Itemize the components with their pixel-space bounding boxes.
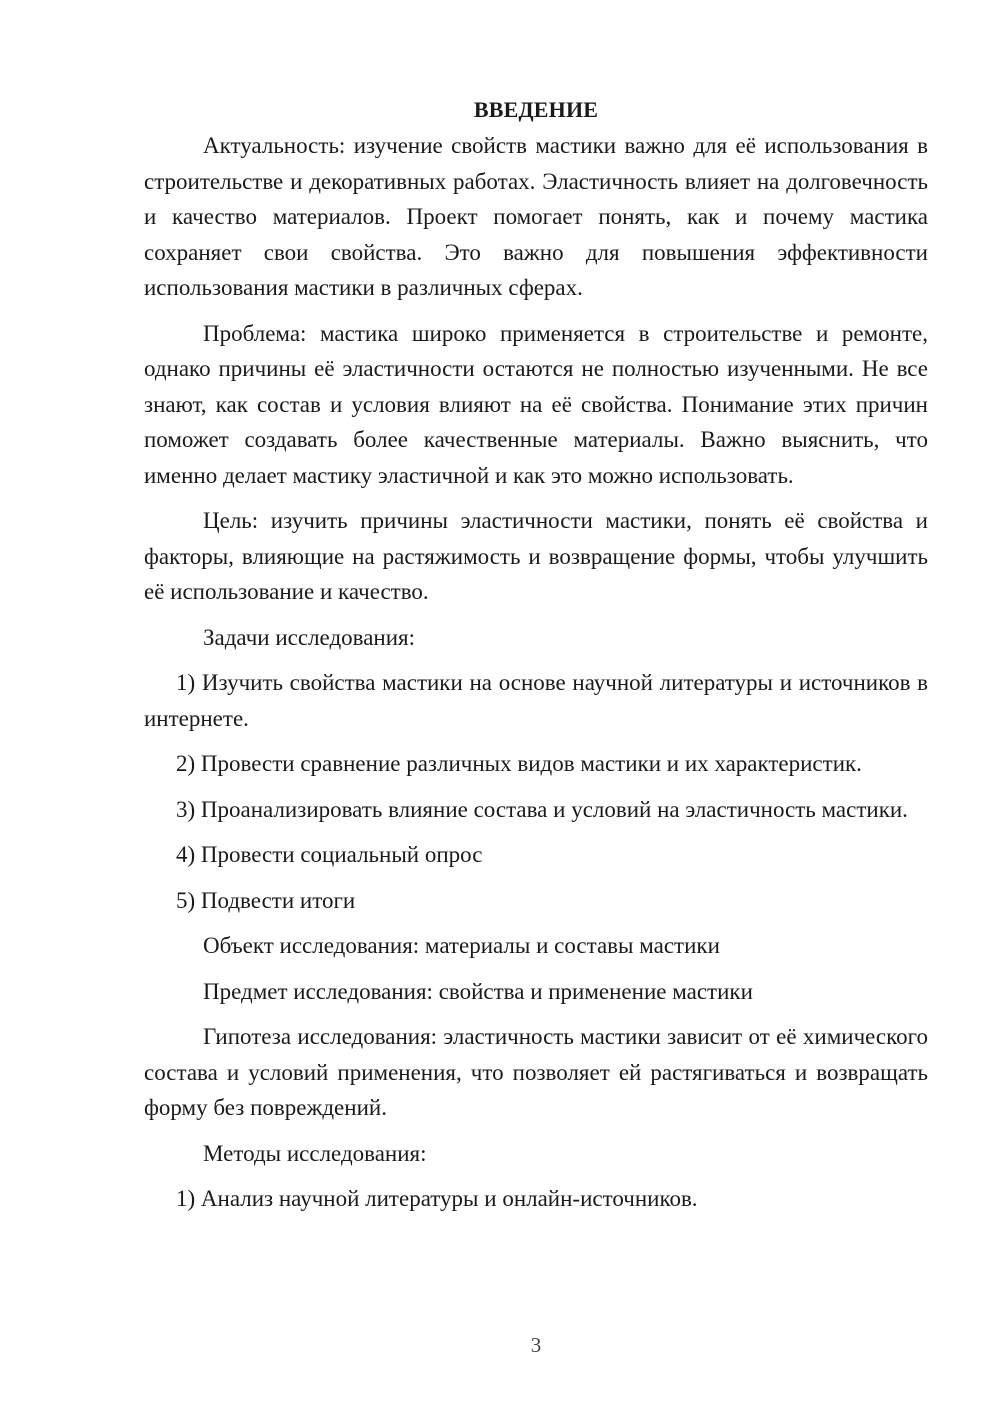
- task-item-1: 1) Изучить свойства мастики на основе научной литературы и источников в интернете.: [144, 670, 928, 731]
- task-item-2: 2) Провести сравнение различных видов мастики и их характеристик.: [176, 751, 862, 776]
- methods-heading: Методы исследования:: [203, 1140, 427, 1166]
- task-item-3: 3) Проанализировать влияние состава и условий на эластичность мастики.: [176, 796, 908, 822]
- method-item-1: 1) Анализ научной литературы и онлайн-источников.: [176, 1186, 698, 1211]
- page-content: [144, 92, 928, 1227]
- tasks-heading: Задачи исследования:: [203, 624, 416, 650]
- section-title: ВВЕДЕНИЕ: [473, 97, 599, 122]
- relevance-paragraph: Актуальность: изучение свойств мастики важно для её использования в строительстве и декоративных работах. Эластичность влияет на долговечность и качество материалов. Проект помогает понять, как и почему мастика сохраняет свои свойства. Это важно для повышения эффективности использования мастики в различных сферах.: [144, 133, 928, 300]
- research-object: Объект исследования: материалы и составы мастики: [203, 933, 720, 958]
- hypothesis-paragraph: Гипотеза исследования: эластичность мастики зависит от её химического состава и условий применения, что позволяет ей растягиваться и возвращать форму без повреждений.: [144, 1024, 928, 1120]
- research-subject: Предмет исследования: свойства и применение мастики: [203, 978, 753, 1004]
- page-number-footer: [0, 1332, 1000, 1358]
- page-number: 3: [530, 1333, 542, 1357]
- task-item-4: 4) Провести социальный опрос: [176, 842, 483, 867]
- task-item-5: 5) Подвести итоги: [176, 887, 356, 913]
- goal-paragraph: Цель: изучить причины эластичности мастики, понять её свойства и факторы, влияющие на растяжимость и возвращение формы, чтобы улучшить её использование и качество.: [144, 508, 928, 604]
- problem-paragraph: Проблема: мастика широко применяется в строительстве и ремонте, однако причины её эластичности остаются не полностью изученными. Не все знают, как состав и условия влияют на её свойства. Понимание этих причин поможет создавать более качественные материалы. Важно выяснить, что именно делает мастику эластичной и как это можно использовать.: [144, 320, 928, 488]
